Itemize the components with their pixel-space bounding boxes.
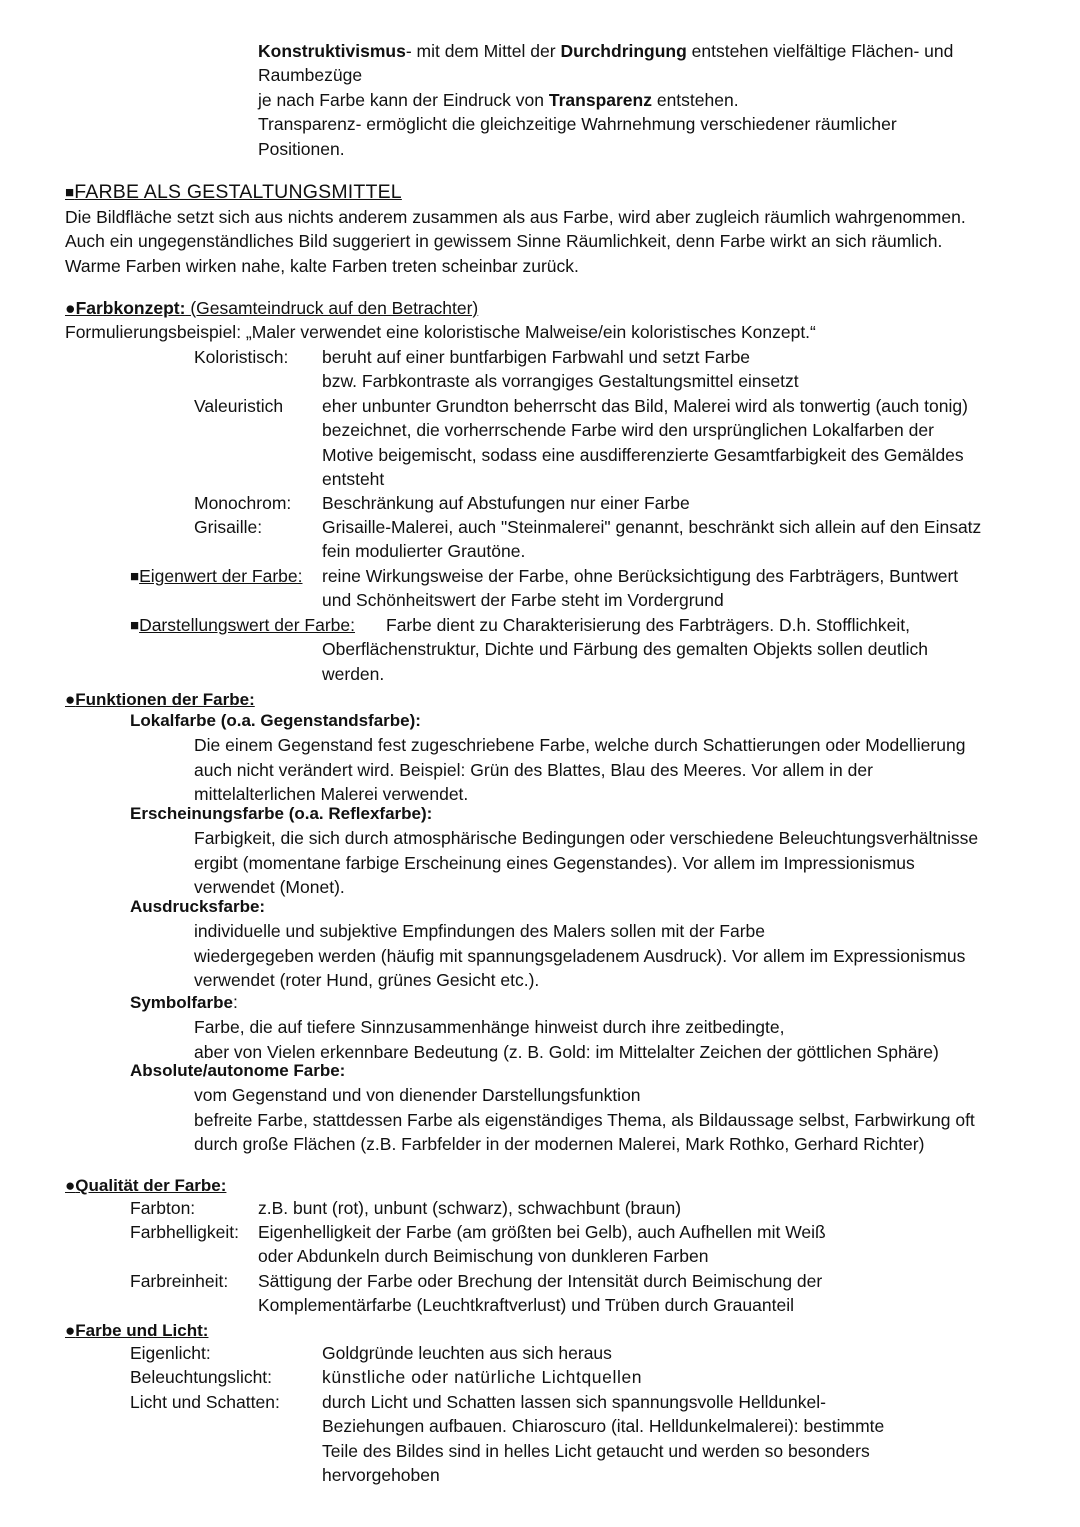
item-label: Grisaille: [194,517,263,537]
licht-heading: ●Farbe und Licht: [65,1321,209,1340]
funktion-item [130,895,1060,993]
square-bullet-icon: ■ [130,617,140,634]
funktion-head: Erscheinungsfarbe (o.a. Reflexfarbe): [130,804,433,823]
intro-line-5: Positionen. [258,138,345,159]
item-label: Darstellungswert der Farbe: [139,615,355,635]
farbkonzept-example: Formulierungsbeispiel: „Maler verwendet eine koloristische Malweise/ein koloristisches Konzept.“ [65,322,816,342]
item-label: Farbton: [130,1198,196,1218]
item-line: oder Abdunkeln durch Beimischung von dunkleren Farben [258,1246,709,1267]
funktion-line: Die einem Gegenstand fest zugeschriebene Farbe, welche durch Schattierungen oder Modellierung [194,735,966,756]
item-line: Komplementärfarbe (Leuchtkraftverlust) und Trüben durch Grauanteil [258,1295,794,1316]
funktion-line: wiedergegeben werden (häufig mit spannungsgeladenem Ausdruck). Vor allem im Expressionismus [194,945,966,966]
item-line: Goldgründe leuchten aus sich heraus [322,1343,612,1363]
item-label: Licht und Schatten: [130,1392,280,1412]
item-line: Sättigung der Farbe oder Brechung der Intensität durch Beimischung der [258,1271,823,1291]
item-line: reine Wirkungsweise der Farbe, ohne Berücksichtigung des Farbträgers, Buntwert [322,566,959,586]
farbkonzept-heading: ●Farbkonzept: (Gesamteindruck auf den Betrachter) [65,298,479,318]
item-line: künstliche oder natürliche Lichtquellen [322,1367,643,1387]
paragraph-line: Auch ein ungegenständliches Bild suggeriert in gewissem Sinne Räumlichkeit, denn Farbe wirkt an sich räumlich. [65,231,943,252]
item-label: Koloristisch: [194,347,289,367]
item-line: Beziehungen aufbauen. Chiaroscuro (ital. Helldunkelmalerei): bestimmte [322,1416,885,1437]
dot-bullet-icon: ● [65,690,76,709]
item-label: Beleuchtungslicht: [130,1367,273,1387]
item-line: beruht auf einer buntfarbigen Farbwahl und setzt Farbe [322,347,751,367]
funktionen-heading: ●Funktionen der Farbe: [65,690,255,709]
item-label: Monochrom: [194,493,292,513]
square-bullet-icon: ■ [130,568,140,585]
item-line: durch Licht und Schatten lassen sich spannungsvolle Helldunkel- [322,1392,826,1412]
item-line: Beschränkung auf Abstufungen nur einer Farbe [322,493,690,513]
paragraph-line: Warme Farben wirken nahe, kalte Farben treten scheinbar zurück. [65,255,579,276]
item-line: z.B. bunt (rot), unbunt (schwarz), schwachbunt (braun) [258,1198,682,1218]
funktion-line: mittelalterlichen Malerei verwendet. [194,784,469,805]
funktion-line: verwendet (roter Hund, grünes Gesicht etc.). [194,970,540,991]
intro-block [258,39,1058,161]
dot-bullet-icon: ● [65,1176,76,1195]
funktion-item [130,1059,1060,1157]
section-title: ■FARBE ALS GESTALTUNGSMITTEL [65,181,402,203]
item-line: und Schönheitswert der Farbe steht im Vordergrund [322,590,724,611]
funktion-head: Absolute/autonome Farbe: [130,1061,346,1080]
intro-line-1: Konstruktivismus- mit dem Mittel der Durchdringung entstehen vielfältige Flächen- und [258,41,954,61]
item-label: Farbhelligkeit: [130,1222,239,1242]
item-line: werden. [322,663,385,684]
funktion-line: ergibt (momentane farbige Erscheinung eines Gegenstandes). Vor allem im Impressionismus [194,852,915,873]
item-line: Motive beigemischt, sodass eine ausdifferenzierte Gesamtfarbigkeit des Gemäldes [322,444,964,465]
section-paragraph [65,205,1055,278]
intro-line-3: je nach Farbe kann der Eindruck von Transparenz entstehen. [258,89,739,110]
item-label: Farbreinheit: [130,1271,229,1291]
item-label: Valeuristich [194,396,284,416]
funktion-line: Farbigkeit, die sich durch atmosphärische Bedingungen oder verschiedene Beleuchtungsverhältnisse [194,828,979,849]
item-label: Eigenwert der Farbe: [139,566,303,586]
funktion-line: befreite Farbe, stattdessen Farbe als eigenständiges Thema, als Bildaussage selbst, Farbwirkung oft [194,1109,975,1130]
item-label: Eigenlicht: [130,1343,211,1363]
funktion-line: vom Gegenstand und von dienender Darstellungsfunktion [194,1085,641,1106]
funktion-item [130,709,1060,807]
item-line: Teile des Bildes sind in helles Licht getaucht und werden so besonders [322,1440,870,1461]
paragraph-line: Die Bildfläche setzt sich aus nichts anderem zusammen als aus Farbe, wird aber zugleich räumlich wahrgenommen. [65,207,966,227]
funktion-head: Symbolfarbe [130,993,233,1012]
qualitaet-heading: ●Qualität der Farbe: [65,1176,227,1195]
intro-line-4: Transparenz- ermöglicht die gleichzeitige Wahrnehmung verschiedener räumlicher [258,114,897,135]
item-line: fein modulierter Grautöne. [322,541,526,562]
funktion-head: Ausdrucksfarbe: [130,897,266,916]
item-line: bzw. Farbkontraste als vorrangiges Gestaltungsmittel einsetzt [322,371,799,392]
funktion-line: aber von Vielen erkennbare Bedeutung (z. B. Gold: im Mittelalter Zeichen der göttlichen Sphäre) [194,1041,939,1062]
item-line: hervorgehoben [322,1465,440,1486]
item-line: bezeichnet, die vorherrschende Farbe wird den ursprünglichen Lokalfarben der [322,420,934,441]
intro-line-2: Raumbezüge [258,65,363,86]
funktion-item [130,802,1060,900]
funktion-line: verwendet (Monet). [194,877,345,898]
funktion-line: auch nicht verändert wird. Beispiel: Grün des Blattes, Blau des Meeres. Vor allem in der [194,759,873,780]
item-line: Eigenhelligkeit der Farbe (am größten bei Gelb), auch Aufhellen mit Weiß [258,1222,826,1242]
funktion-line: individuelle und subjektive Empfindungen des Malers sollen mit der Farbe [194,921,766,942]
item-line: Grisaille-Malerei, auch "Steinmalerei" genannt, beschränkt sich allein auf den Einsatz [322,517,982,537]
square-bullet-icon: ■ [65,184,75,201]
item-line: Farbe dient zu Charakterisierung des Farbträgers. D.h. Stofflichkeit, [386,615,910,635]
dot-bullet-icon: ● [65,298,76,318]
funktion-head: Lokalfarbe (o.a. Gegenstandsfarbe): [130,711,421,730]
dot-bullet-icon: ● [65,1321,76,1340]
item-line: Oberflächenstruktur, Dichte und Färbung des gemalten Objekts sollen deutlich [322,639,929,660]
item-line: entsteht [322,469,385,490]
funktion-item: Symbolfarbe: Farbe, die auf tiefere Sinnzusammenhänge hinweist durch ihre zeitbedingte, aber von Vielen erkennbare Bedeutung (z. B. Gold: im Mittelalter Zeichen der göttlichen Sphäre) [130,990,1060,1064]
funktion-line: Farbe, die auf tiefere Sinnzusammenhänge hinweist durch ihre zeitbedingte, [194,1017,785,1038]
section-heading [65,180,402,205]
funktion-line: durch große Flächen (z.B. Farbfelder in der modernen Malerei, Mark Rothko, Gerhard Richter) [194,1134,925,1155]
item-line: eher unbunter Grundton beherrscht das Bild, Malerei wird als tonwertig (auch tonig) [322,396,968,416]
